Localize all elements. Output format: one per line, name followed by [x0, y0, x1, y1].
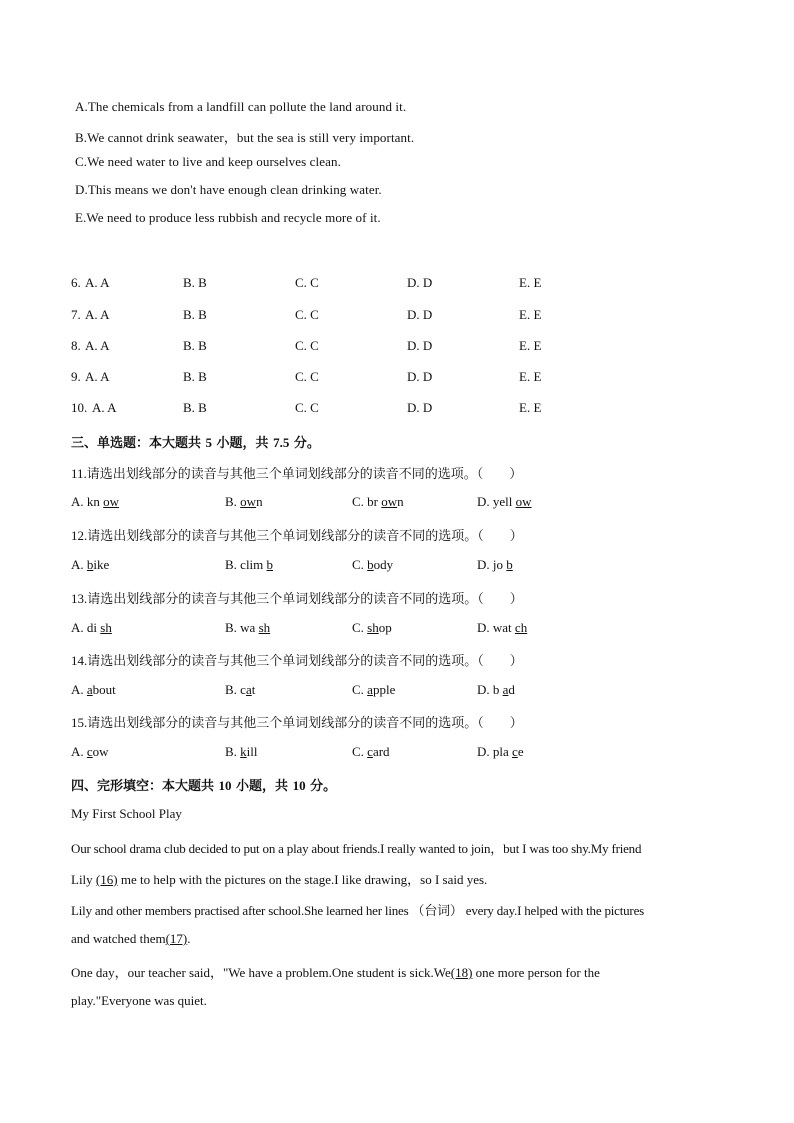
statement-b: B.We cannot drink seawater，but the sea is still very important. [75, 130, 415, 145]
underlined-part: sh [100, 620, 112, 635]
statement-a: A.The chemicals from a landfill can pollute the land around it. [75, 99, 407, 114]
choice-label: D. [477, 682, 493, 697]
choice-d[interactable]: D. D [407, 307, 433, 322]
word-part: clim [240, 557, 267, 572]
choice-e[interactable]: E. E [519, 307, 542, 322]
passage-text: and watched them [71, 931, 166, 946]
choice-d[interactable]: D. D [407, 400, 433, 415]
choice-label: B. [225, 494, 241, 509]
underlined-part: a [86, 682, 93, 697]
choice-a[interactable]: A. A [85, 369, 110, 384]
choice-a[interactable]: A. A [85, 307, 110, 322]
choice-c[interactable] [352, 682, 395, 698]
choice-e[interactable]: E. E [519, 275, 542, 290]
word-part: t [251, 682, 256, 697]
word-part: bout [92, 682, 116, 697]
word-part: ike [93, 557, 110, 572]
question-number: 15. [71, 715, 88, 730]
passage-line [71, 931, 191, 947]
word-part: ill [246, 744, 258, 759]
question-prompt [71, 712, 523, 731]
choice-d[interactable] [477, 557, 513, 573]
passage-text: Lily [71, 872, 96, 887]
section-heading-single-choice [71, 432, 320, 451]
word-part: c [240, 682, 246, 697]
question-number: 8. [71, 338, 81, 353]
question-prompt [71, 525, 523, 544]
underlined-part: b [266, 557, 274, 572]
word-part: jo [492, 557, 507, 572]
choice-a[interactable]: A. A [92, 400, 117, 415]
question-prompt [71, 463, 522, 482]
choice-label: D. [477, 620, 493, 635]
choice-d[interactable] [477, 494, 532, 510]
choice-row [71, 494, 571, 512]
choice-c[interactable]: C. C [295, 338, 319, 353]
choice-b[interactable]: B. B [183, 338, 207, 353]
passage-text: One day，our teacher said，"We have a problem.One student is sick.We [71, 965, 451, 980]
word-part: ody [373, 557, 394, 572]
question-number: 9. [71, 369, 81, 384]
choice-d[interactable] [477, 620, 527, 636]
word-part: e [517, 744, 524, 759]
word-part: yell [492, 494, 516, 509]
choice-label: B. [225, 682, 241, 697]
statement-e: E.We need to produce less rubbish and recycle more of it. [75, 210, 381, 225]
underlined-part: b [86, 557, 94, 572]
choice-a[interactable] [71, 744, 109, 760]
choice-b[interactable]: B. B [183, 275, 207, 290]
word-part: br [367, 494, 382, 509]
choice-label: D. [477, 744, 493, 759]
question-number: 11. [71, 466, 87, 481]
prompt-text: 请选出划线部分的读音与其他三个单词划线部分的读音不同的选项。（ ） [87, 529, 523, 544]
choice-c[interactable] [352, 744, 390, 760]
question-count: 5 [205, 435, 213, 450]
choice-row [71, 557, 571, 575]
section-heading-cloze [71, 775, 336, 794]
underlined-part: ow [240, 494, 257, 509]
answer-row [71, 307, 631, 325]
word-part: n [256, 494, 263, 509]
underlined-part: ow [381, 494, 398, 509]
choice-b[interactable]: B. B [183, 369, 207, 384]
choice-label: C. [352, 620, 368, 635]
section-score: 10 [292, 778, 306, 793]
question-number: 12. [71, 528, 88, 543]
underlined-part: c [86, 744, 93, 759]
passage-line: play."Everyone was quiet. [71, 993, 207, 1008]
choice-label: C. [352, 682, 368, 697]
choice-label: A. [71, 557, 87, 572]
word-part: b [492, 682, 503, 697]
section-heading-text: 分。 [289, 436, 320, 451]
choice-label: A. [71, 682, 87, 697]
choice-a[interactable]: A. A [85, 275, 110, 290]
underlined-part: k [240, 744, 247, 759]
choice-d[interactable]: D. D [407, 338, 433, 353]
choice-e[interactable]: E. E [519, 400, 542, 415]
underlined-part: c [512, 744, 518, 759]
underlined-part: ow [515, 494, 532, 509]
underlined-part: sh [367, 620, 379, 635]
underlined-part: sh [258, 620, 271, 635]
choice-c[interactable] [352, 557, 393, 573]
question-number: 7. [71, 307, 81, 322]
underlined-part: a [245, 682, 252, 697]
choice-b[interactable] [225, 620, 270, 636]
passage-line: Our school drama club decided to put on a play about friends.I really wanted to join，but I was too shy.My friend [71, 841, 642, 856]
passage-line [71, 869, 487, 888]
passage-line: Lily and other members practised after school.She learned her lines （台词） every day.I helped with the pictures [71, 903, 644, 918]
section-score: 7.5 [273, 435, 290, 450]
choice-b[interactable] [225, 744, 258, 760]
passage-title: My First School Play [71, 806, 182, 821]
word-part: op [378, 620, 392, 635]
prompt-text: 请选出划线部分的读音与其他三个单词划线部分的读音不同的选项。（ ） [87, 716, 523, 731]
blank-17[interactable]: (17) [165, 931, 188, 946]
choice-b[interactable] [225, 494, 263, 510]
word-part: d [508, 682, 515, 697]
choice-label: B. [225, 557, 241, 572]
underlined-part: a [502, 682, 509, 697]
choice-c[interactable]: C. C [295, 275, 319, 290]
statement-c: C.We need water to live and keep ourselves clean. [75, 154, 341, 169]
choice-c[interactable]: C. C [295, 400, 319, 415]
passage-text: me to help with the pictures on the stage.I like drawing，so I said yes. [117, 872, 488, 887]
question-prompt [71, 588, 523, 607]
word-part: ard [372, 744, 390, 759]
passage-text: . [187, 931, 191, 946]
choice-label: C. [352, 557, 368, 572]
section-heading-text: 小题，共 [212, 436, 274, 451]
question-number: 13. [71, 591, 88, 606]
prompt-text: 请选出划线部分的读音与其他三个单词划线部分的读音不同的选项。（ ） [87, 592, 523, 607]
choice-row [71, 744, 571, 762]
choice-row [71, 620, 571, 638]
question-number: 6. [71, 275, 81, 290]
choice-label: C. [352, 744, 368, 759]
word-part: pla [492, 744, 513, 759]
passage-line [71, 962, 600, 981]
statement-d: D.This means we don't have enough clean drinking water. [75, 182, 382, 197]
choice-label: D. [477, 494, 493, 509]
prompt-text: 请选出划线部分的读音与其他三个单词划线部分的读音不同的选项。（ ） [86, 467, 523, 482]
answer-row [71, 400, 631, 418]
blank-18[interactable]: (18) [450, 965, 473, 980]
blank-16[interactable]: (16) [95, 872, 118, 887]
choice-label: D. [477, 557, 493, 572]
section-heading-text: 小题，共 [231, 779, 293, 794]
prompt-text: 请选出划线部分的读音与其他三个单词划线部分的读音不同的选项。（ ） [87, 654, 523, 669]
question-count: 10 [218, 778, 232, 793]
choice-c[interactable] [352, 620, 392, 636]
word-part: n [397, 494, 404, 509]
word-part: kn [86, 494, 104, 509]
choice-label: B. [225, 620, 241, 635]
answer-row [71, 369, 631, 387]
question-number: 10. [71, 400, 88, 415]
underlined-part: b [367, 557, 374, 572]
answer-row [71, 275, 631, 293]
choice-b[interactable]: B. B [183, 400, 207, 415]
word-part: ow [92, 744, 109, 759]
choice-a[interactable] [71, 557, 109, 573]
choice-a[interactable] [71, 682, 116, 698]
section-heading-text: 三、单选题：本大题共 [71, 436, 206, 451]
underlined-part: ch [514, 620, 528, 635]
choice-label: C. [352, 494, 368, 509]
choice-c[interactable] [352, 494, 404, 510]
section-heading-text: 分。 [305, 779, 337, 794]
word-part: wat [492, 620, 515, 635]
choice-e[interactable]: E. E [519, 369, 542, 384]
choice-c[interactable]: C. C [295, 369, 319, 384]
answer-row [71, 338, 631, 356]
choice-b[interactable] [225, 682, 255, 698]
choice-a[interactable] [71, 494, 119, 510]
choice-d[interactable] [477, 744, 524, 760]
choice-d[interactable]: D. D [407, 369, 433, 384]
choice-label: A. [71, 744, 87, 759]
choice-a[interactable]: A. A [85, 338, 110, 353]
choice-e[interactable]: E. E [519, 338, 542, 353]
choice-d[interactable]: D. D [407, 275, 433, 290]
underlined-part: b [506, 557, 513, 572]
passage-text: one more person for the [472, 965, 600, 980]
section-heading-text: 四、完形填空：本大题共 [71, 779, 219, 794]
choice-label: A. [71, 620, 87, 635]
underlined-part: a [367, 682, 373, 697]
choice-d[interactable] [477, 682, 515, 698]
choice-label: A. [71, 494, 87, 509]
underlined-part: c [367, 744, 373, 759]
underlined-part: ow [103, 494, 120, 509]
question-number: 14. [71, 653, 88, 668]
choice-b[interactable]: B. B [183, 307, 207, 322]
choice-row [71, 682, 571, 700]
choice-b[interactable] [225, 557, 273, 573]
choice-a[interactable] [71, 620, 112, 636]
word-part: di [86, 620, 101, 635]
word-part: pple [372, 682, 396, 697]
word-part: wa [240, 620, 259, 635]
question-prompt [71, 650, 523, 669]
choice-c[interactable]: C. C [295, 307, 319, 322]
choice-label: B. [225, 744, 241, 759]
